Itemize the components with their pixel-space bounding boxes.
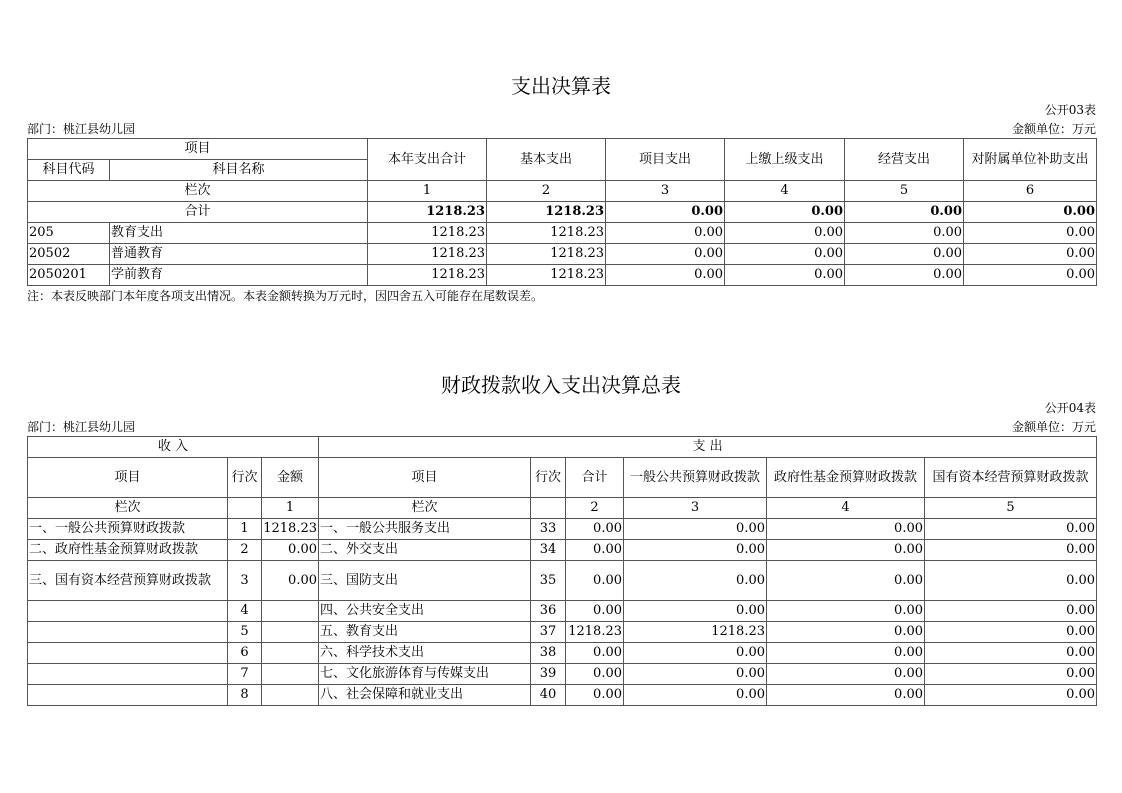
- income-amount: [262, 664, 319, 685]
- row-value: 1218.23: [487, 244, 606, 265]
- expense-state: 0.00: [925, 643, 1097, 664]
- header-fund-budget: 政府性基金预算财政拨款: [767, 458, 925, 498]
- table1-department: 部门：桃江县幼儿园: [27, 122, 136, 136]
- lanci-cell: 5: [925, 498, 1097, 519]
- expense-fund: 0.00: [767, 622, 925, 643]
- table-row: [28, 223, 1097, 244]
- total-label: 合计: [28, 202, 368, 223]
- expense-general: 0.00: [624, 540, 767, 561]
- expense-fund: 0.00: [767, 540, 925, 561]
- header-general-budget: 一般公共预算财政拨款: [624, 458, 767, 498]
- income-amount: 0.00: [262, 540, 319, 561]
- income-item: [28, 685, 228, 706]
- table-row: [28, 540, 1097, 561]
- table-row: [28, 561, 1097, 601]
- expense-item: 二、外交支出: [319, 540, 531, 561]
- table-row: [28, 519, 1097, 540]
- header-income-amount: 金额: [262, 458, 319, 498]
- expense-item: 八、社会保障和就业支出: [319, 685, 531, 706]
- expense-rowno: 37: [531, 622, 566, 643]
- income-amount: [262, 601, 319, 622]
- table-row: [28, 265, 1097, 286]
- expense-fund: 0.00: [767, 519, 925, 540]
- expense-general: 0.00: [624, 664, 767, 685]
- expense-rowno: 39: [531, 664, 566, 685]
- total-cell: 0.00: [725, 202, 845, 223]
- expense-header: 支 出: [319, 437, 1097, 458]
- expense-total: 0.00: [566, 664, 624, 685]
- header-expense-item: 项目: [319, 458, 531, 498]
- expense-total: 0.00: [566, 519, 624, 540]
- header-col-2: 基本支出: [487, 139, 606, 181]
- expense-item: 六、科学技术支出: [319, 643, 531, 664]
- income-rowno: 6: [228, 643, 262, 664]
- row-code: 2050201: [28, 265, 110, 286]
- total-cell: 1218.23: [368, 202, 487, 223]
- expense-item: 一、一般公共服务支出: [319, 519, 531, 540]
- income-amount: 1218.23: [262, 519, 319, 540]
- lanci-row: [28, 498, 1097, 519]
- lanci-cell: [531, 498, 566, 519]
- row-code: 20502: [28, 244, 110, 265]
- expense-rowno: 40: [531, 685, 566, 706]
- expense-state: 0.00: [925, 519, 1097, 540]
- expense-total: 1218.23: [566, 622, 624, 643]
- lanci-cell: 3: [606, 181, 725, 202]
- lanci-cell: 6: [964, 181, 1097, 202]
- expense-rowno: 36: [531, 601, 566, 622]
- expense-general: 0.00: [624, 685, 767, 706]
- income-rowno: 8: [228, 685, 262, 706]
- header-col-5: 经营支出: [845, 139, 964, 181]
- lanci-cell: 1: [368, 181, 487, 202]
- header-item: 项目: [28, 139, 368, 160]
- row-value: 0.00: [845, 223, 964, 244]
- header-income-rowno: 行次: [228, 458, 262, 498]
- expense-general: 0.00: [624, 643, 767, 664]
- income-rowno: 7: [228, 664, 262, 685]
- row-value: 0.00: [964, 244, 1097, 265]
- table2-code: 公开04表: [1044, 401, 1096, 415]
- table2-unit: 金额单位：万元: [1011, 420, 1096, 434]
- income-amount: [262, 643, 319, 664]
- header-total: 合计: [566, 458, 624, 498]
- income-item: [28, 622, 228, 643]
- row-value: 0.00: [725, 244, 845, 265]
- row-value: 0.00: [845, 244, 964, 265]
- fiscal-summary-table: [27, 436, 1097, 706]
- income-rowno: 1: [228, 519, 262, 540]
- table-row: [28, 622, 1097, 643]
- income-amount: [262, 685, 319, 706]
- expense-state: 0.00: [925, 685, 1097, 706]
- lanci-cell: 1: [262, 498, 319, 519]
- table-row: [28, 664, 1097, 685]
- header-name: 科目名称: [110, 160, 368, 181]
- income-amount: [262, 622, 319, 643]
- lanci-cell: 4: [767, 498, 925, 519]
- row-name: 教育支出: [110, 223, 368, 244]
- header-col-1: 本年支出合计: [368, 139, 487, 181]
- row-value: 0.00: [606, 244, 725, 265]
- lanci-cell: 2: [566, 498, 624, 519]
- lanci-cell: 3: [624, 498, 767, 519]
- income-rowno: 5: [228, 622, 262, 643]
- header-income-item: 项目: [28, 458, 228, 498]
- lanci-label: 栏次: [28, 181, 368, 202]
- total-row: [28, 202, 1097, 223]
- income-header: 收 入: [28, 437, 319, 458]
- expense-fund: 0.00: [767, 643, 925, 664]
- lanci-label: 栏次: [28, 498, 228, 519]
- row-value: 1218.23: [368, 244, 487, 265]
- expense-state: 0.00: [925, 601, 1097, 622]
- income-item: [28, 643, 228, 664]
- expense-fund: 0.00: [767, 664, 925, 685]
- row-value: 0.00: [606, 265, 725, 286]
- table2-title: 财政拨款收入支出决算总表: [441, 373, 681, 397]
- expense-state: 0.00: [925, 664, 1097, 685]
- lanci-cell: [228, 498, 262, 519]
- row-value: 0.00: [845, 265, 964, 286]
- expense-item: 三、国防支出: [319, 561, 531, 601]
- lanci-cell: 5: [845, 181, 964, 202]
- income-item: 一、一般公共预算财政拨款: [28, 519, 228, 540]
- total-cell: 1218.23: [487, 202, 606, 223]
- table-row: [28, 643, 1097, 664]
- expense-rowno: 34: [531, 540, 566, 561]
- expense-rowno: 35: [531, 561, 566, 601]
- row-value: 1218.23: [368, 265, 487, 286]
- expense-state: 0.00: [925, 540, 1097, 561]
- expense-fund: 0.00: [767, 561, 925, 601]
- expense-general: 0.00: [624, 519, 767, 540]
- table1-unit: 金额单位：万元: [1011, 122, 1096, 136]
- income-rowno: 4: [228, 601, 262, 622]
- header-col-4: 上缴上级支出: [725, 139, 845, 181]
- row-value: 0.00: [964, 265, 1097, 286]
- header-col-6: 对附属单位补助支出: [964, 139, 1097, 181]
- table2-department: 部门：桃江县幼儿园: [27, 420, 136, 434]
- income-amount: 0.00: [262, 561, 319, 601]
- row-value: 0.00: [725, 265, 845, 286]
- expense-fund: 0.00: [767, 685, 925, 706]
- row-value: 1218.23: [487, 223, 606, 244]
- income-rowno: 2: [228, 540, 262, 561]
- row-value: 0.00: [964, 223, 1097, 244]
- expense-total: 0.00: [566, 643, 624, 664]
- lanci-label: 栏次: [319, 498, 531, 519]
- expense-item: 七、文化旅游体育与传媒支出: [319, 664, 531, 685]
- income-item: [28, 664, 228, 685]
- header-state-capital: 国有资本经营预算财政拨款: [925, 458, 1097, 498]
- income-item: 三、国有资本经营预算财政拨款: [28, 561, 228, 601]
- expense-state: 0.00: [925, 561, 1097, 601]
- expense-rowno: 33: [531, 519, 566, 540]
- total-cell: 0.00: [964, 202, 1097, 223]
- expense-item: 五、教育支出: [319, 622, 531, 643]
- row-name: 学前教育: [110, 265, 368, 286]
- row-value: 1218.23: [487, 265, 606, 286]
- table1-title: 支出决算表: [511, 74, 611, 98]
- expense-general: 0.00: [624, 601, 767, 622]
- row-code: 205: [28, 223, 110, 244]
- total-cell: 0.00: [606, 202, 725, 223]
- expense-general: 1218.23: [624, 622, 767, 643]
- total-cell: 0.00: [845, 202, 964, 223]
- table-row: [28, 601, 1097, 622]
- table-row: [28, 685, 1097, 706]
- expense-item: 四、公共安全支出: [319, 601, 531, 622]
- income-rowno: 3: [228, 561, 262, 601]
- expense-general: 0.00: [624, 561, 767, 601]
- header-code: 科目代码: [28, 160, 110, 181]
- row-value: 0.00: [725, 223, 845, 244]
- table-row: [28, 244, 1097, 265]
- row-name: 普通教育: [110, 244, 368, 265]
- expense-total: 0.00: [566, 601, 624, 622]
- header-expense-rowno: 行次: [531, 458, 566, 498]
- expenditure-table: [27, 138, 1097, 286]
- income-item: 二、政府性基金预算财政拨款: [28, 540, 228, 561]
- lanci-cell: 2: [487, 181, 606, 202]
- expense-total: 0.00: [566, 561, 624, 601]
- table1-code: 公开03表: [1044, 103, 1096, 117]
- expense-total: 0.00: [566, 685, 624, 706]
- table1-note: 注：本表反映部门本年度各项支出情况。本表金额转换为万元时，因四舍五入可能存在尾数误差。: [27, 289, 544, 303]
- row-value: 1218.23: [368, 223, 487, 244]
- income-item: [28, 601, 228, 622]
- header-col-3: 项目支出: [606, 139, 725, 181]
- expense-state: 0.00: [925, 622, 1097, 643]
- row-value: 0.00: [606, 223, 725, 244]
- expense-total: 0.00: [566, 540, 624, 561]
- expense-rowno: 38: [531, 643, 566, 664]
- lanci-row: [28, 181, 1097, 202]
- lanci-cell: 4: [725, 181, 845, 202]
- expense-fund: 0.00: [767, 601, 925, 622]
